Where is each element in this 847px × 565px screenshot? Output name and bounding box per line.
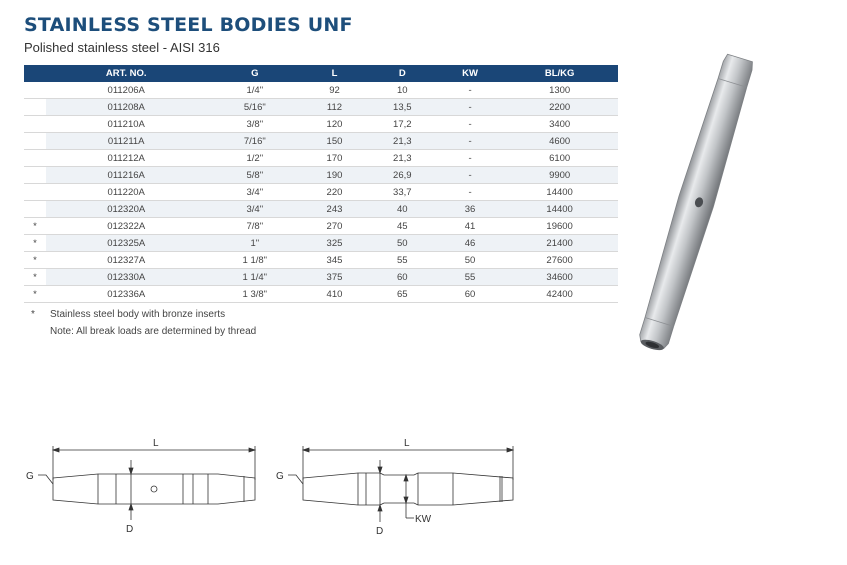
cell-l: 345 [303,252,366,269]
row-mark: * [24,286,46,303]
cell-bl: 2200 [501,99,618,116]
table-row [24,286,618,303]
cell-g: 1/4" [206,82,303,99]
cell-art: 011216A [46,167,206,184]
row-mark [24,167,46,184]
cell-art: 012322A [46,218,206,235]
cell-l: 92 [303,82,366,99]
cell-bl: 1300 [501,82,618,99]
technical-drawing-with-hole [18,438,268,538]
cell-kw: - [439,184,501,201]
row-mark [24,82,46,99]
cell-d: 10 [366,82,439,99]
cell-d: 60 [366,269,439,286]
cell-bl: 42400 [501,286,618,303]
cell-g: 3/8" [206,116,303,133]
cell-l: 112 [303,99,366,116]
cell-g: 7/8" [206,218,303,235]
row-mark [24,184,46,201]
cell-art: 011210A [46,116,206,133]
table-row [24,201,618,218]
table-row [24,184,618,201]
cell-kw: - [439,99,501,116]
diagram1-g-label: G [26,471,34,482]
table-row [24,269,618,286]
row-mark: * [24,252,46,269]
cell-d: 26,9 [366,167,439,184]
cell-art: 012327A [46,252,206,269]
cell-kw: - [439,82,501,99]
cell-kw: - [439,133,501,150]
cell-l: 325 [303,235,366,252]
diagram2-l-label: L [404,438,410,449]
cell-bl: 6100 [501,150,618,167]
cell-g: 7/16" [206,133,303,150]
cell-d: 33,7 [366,184,439,201]
row-mark: * [24,269,46,286]
product-photo [620,40,820,370]
cell-l: 220 [303,184,366,201]
header-g: G [206,65,303,82]
row-mark [24,133,46,150]
row-mark [24,150,46,167]
cell-l: 243 [303,201,366,218]
table-row [24,235,618,252]
table-row [24,252,618,269]
cell-art: 011212A [46,150,206,167]
cell-art: 011220A [46,184,206,201]
cell-art: 011208A [46,99,206,116]
cell-g: 5/16" [206,99,303,116]
cell-kw: - [439,150,501,167]
table-row [24,218,618,235]
cell-art: 012325A [46,235,206,252]
cell-art: 011211A [46,133,206,150]
header-art-no: ART. NO. [46,65,206,82]
cell-g: 1 1/4" [206,269,303,286]
cell-d: 21,3 [366,133,439,150]
cell-bl: 9900 [501,167,618,184]
diagram2-kw-label: KW [415,514,432,525]
diagram1-l-label: L [153,438,159,449]
cell-d: 40 [366,201,439,218]
cell-l: 410 [303,286,366,303]
cell-d: 13,5 [366,99,439,116]
footnote-break-loads: Note: All break loads are determined by thread [50,326,257,337]
table-row [24,150,618,167]
cell-bl: 4600 [501,133,618,150]
cell-kw: 41 [439,218,501,235]
diagram2-d-label: D [376,526,384,537]
cell-bl: 14400 [501,184,618,201]
cell-kw: 46 [439,235,501,252]
header-kw: KW [439,65,501,82]
cell-l: 120 [303,116,366,133]
cell-g: 1 3/8" [206,286,303,303]
header-d: D [366,65,439,82]
cell-art: 011206A [46,82,206,99]
cell-l: 270 [303,218,366,235]
table-row [24,99,618,116]
cell-g: 3/4" [206,184,303,201]
cell-d: 50 [366,235,439,252]
row-mark: * [24,218,46,235]
cell-g: 3/4" [206,201,303,218]
header-l: L [303,65,366,82]
cell-l: 170 [303,150,366,167]
cell-g: 5/8" [206,167,303,184]
footnote-bronze-inserts: Stainless steel body with bronze inserts [50,309,226,320]
page-title: STAINLESS STEEL BODIES UNF [24,14,353,36]
table-row [24,116,618,133]
page-subtitle: Polished stainless steel - AISI 316 [24,40,220,55]
diagram2-g-label: G [276,471,284,482]
cell-kw: 55 [439,269,501,286]
header-mark [24,65,46,82]
cell-kw: - [439,167,501,184]
cell-art: 012336A [46,286,206,303]
cell-d: 45 [366,218,439,235]
table-header-row [24,65,618,82]
cell-g: 1/2" [206,150,303,167]
cell-d: 17,2 [366,116,439,133]
technical-drawing-with-flats [268,438,528,538]
row-mark [24,116,46,133]
table-row [24,133,618,150]
cell-d: 65 [366,286,439,303]
cell-g: 1 1/8" [206,252,303,269]
cell-bl: 14400 [501,201,618,218]
row-mark: * [24,235,46,252]
cell-g: 1" [206,235,303,252]
cell-art: 012330A [46,269,206,286]
cell-bl: 19600 [501,218,618,235]
cell-bl: 34600 [501,269,618,286]
cell-bl: 21400 [501,235,618,252]
cell-kw: 60 [439,286,501,303]
row-mark [24,201,46,218]
spec-table [24,65,618,303]
cell-art: 012320A [46,201,206,218]
cell-kw: - [439,116,501,133]
table-row [24,167,618,184]
cell-bl: 3400 [501,116,618,133]
footnote-asterisk: * [31,309,35,320]
header-bl-kg: BL/KG [501,65,618,82]
table-body [24,82,618,303]
cell-bl: 27600 [501,252,618,269]
cell-d: 21,3 [366,150,439,167]
cell-l: 190 [303,167,366,184]
row-mark [24,99,46,116]
cell-l: 150 [303,133,366,150]
cell-kw: 50 [439,252,501,269]
cell-kw: 36 [439,201,501,218]
diagram1-d-label: D [126,524,134,535]
cell-l: 375 [303,269,366,286]
cell-d: 55 [366,252,439,269]
table-row [24,82,618,99]
